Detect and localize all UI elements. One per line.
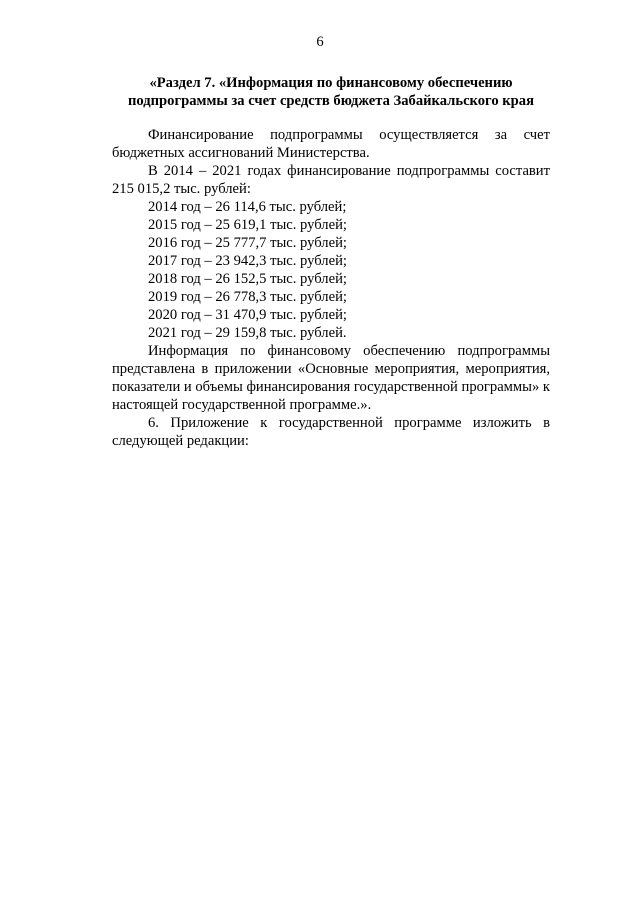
document-body bbox=[112, 126, 550, 450]
funding-year-item: 2020 год – 31 470,9 тыс. рублей; bbox=[148, 307, 347, 323]
section-heading-line-2: подпрограммы за счет средств бюджета Забайкальского края bbox=[127, 93, 534, 109]
section-heading bbox=[112, 74, 550, 110]
funding-year-item: 2018 год – 26 152,5 тыс. рублей; bbox=[148, 271, 347, 287]
financing-total-paragraph: В 2014 – 2021 годах финансирование подпрограммы составит 215 015,2 тыс. рублей: bbox=[112, 163, 550, 197]
financing-source-paragraph: Финансирование подпрограммы осуществляется за счет бюджетных ассигнований Министерства. bbox=[112, 127, 550, 161]
funding-year-item: 2017 год – 23 942,3 тыс. рублей; bbox=[148, 253, 347, 269]
section-heading-line-1: «Раздел 7. «Информация по финансовому обеспечению bbox=[149, 75, 513, 91]
funding-year-item: 2015 год – 25 619,1 тыс. рублей; bbox=[148, 217, 347, 233]
funding-by-year-list bbox=[112, 198, 550, 342]
appendix-amendment-paragraph: 6. Приложение к государственной программе изложить в следующей редакции: bbox=[112, 415, 550, 449]
funding-year-item: 2016 год – 25 777,7 тыс. рублей; bbox=[148, 235, 347, 251]
page-number: 6 bbox=[316, 34, 324, 50]
funding-year-item: 2014 год – 26 114,6 тыс. рублей; bbox=[148, 199, 347, 215]
funding-year-item: 2021 год – 29 159,8 тыс. рублей. bbox=[148, 325, 347, 341]
financing-info-paragraph: Информация по финансовому обеспечению подпрограммы представлена в приложении «Основные мероприятия, мероприятия, показатели и объемы финансирования государственной программы» к настоящей государственной программе.». bbox=[112, 343, 550, 413]
funding-year-item: 2019 год – 26 778,3 тыс. рублей; bbox=[148, 289, 347, 305]
